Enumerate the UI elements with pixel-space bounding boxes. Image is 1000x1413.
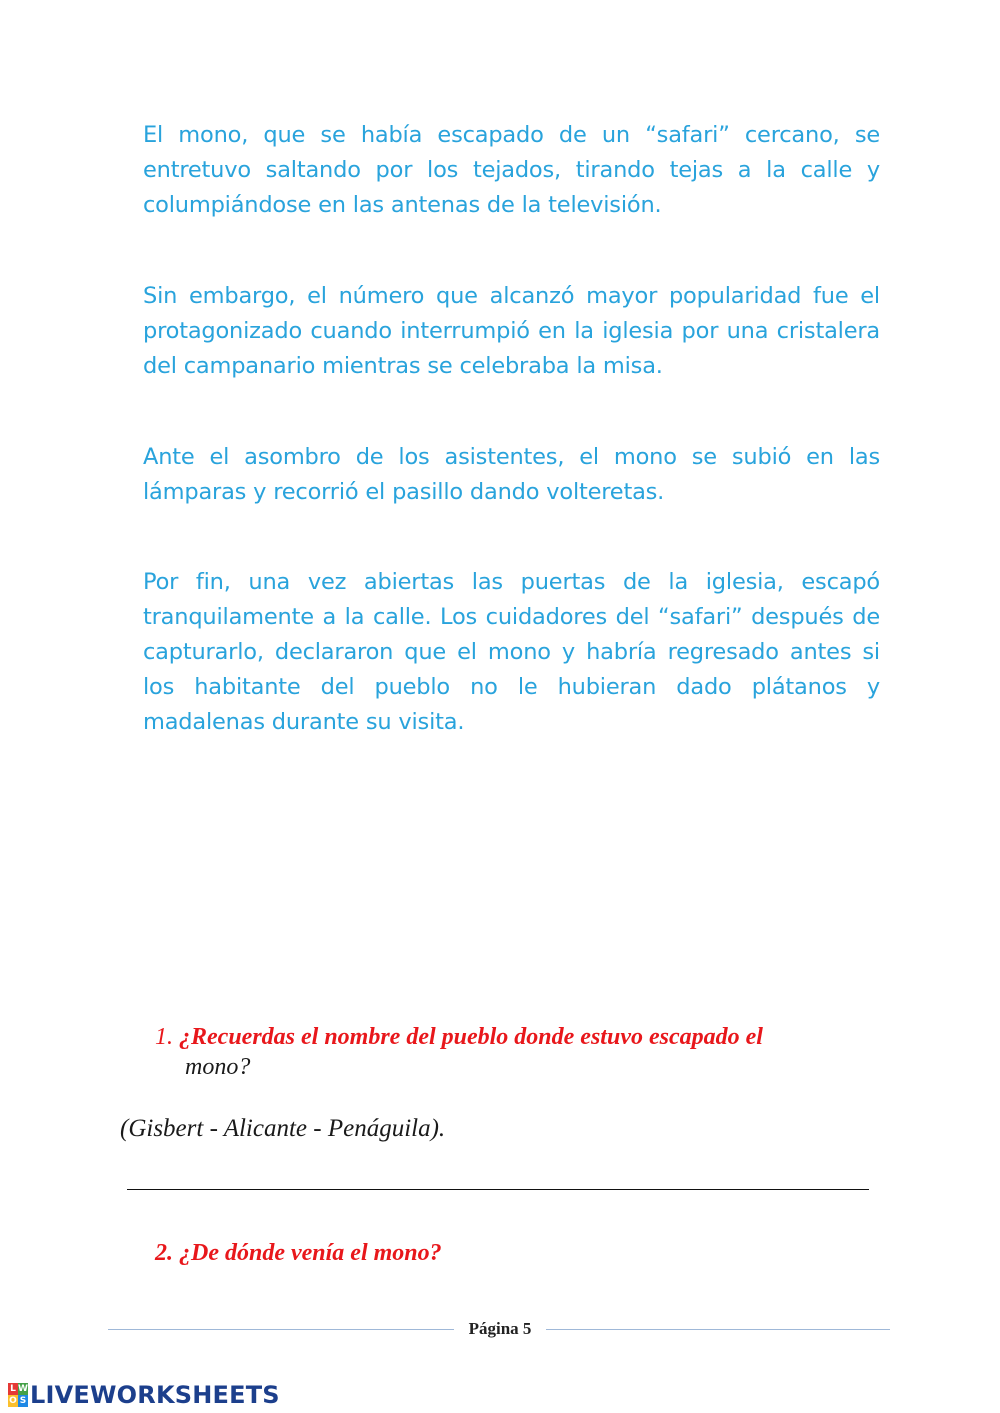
logo-cell: S	[19, 1396, 27, 1406]
question-2-number: 2.	[155, 1240, 173, 1266]
reading-paragraph-1: El mono, que se había escapado de un “safari” cercano, se entretuvo saltando por los tejados, tirando tejas a la calle y columpiándose en las antenas de la televisión.	[143, 122, 880, 218]
liveworksheets-brand	[8, 1381, 280, 1409]
reading-paragraph-3: Ante el asombro de los asistentes, el mono se subió en las lámparas y recorrió el pasillo dando volteretas.	[143, 444, 880, 505]
footer-rule-left	[108, 1329, 454, 1330]
logo-cell: W	[18, 1384, 28, 1394]
question-1-number: 1.	[155, 1024, 173, 1050]
logo-cell: L	[8, 1383, 18, 1395]
logo-cell: O	[9, 1396, 17, 1406]
question-1-hint: (Gisbert - Alicante - Penáguila).	[120, 1115, 446, 1142]
reading-paragraph-2: Sin embargo, el número que alcanzó mayor popularidad fue el protagonizado cuando interrumpió en la iglesia por una cristalera del campanario mientras se celebraba la misa.	[143, 283, 880, 379]
reading-paragraph-4: Por fin, una vez abiertas las puertas de la iglesia, escapó tranquilamente a la calle. Los cuidadores del “safari” después de capturarlo, declararon que el mono y habría regresado antes si los habitante del pueblo no le hubieran dado plátanos y madalenas durante su visita.	[143, 569, 880, 735]
question-2-text: ¿De dónde venía el mono?	[179, 1240, 442, 1266]
question-1	[155, 1022, 855, 1082]
answer-line-1[interactable]	[127, 1189, 869, 1190]
liveworksheets-logo-icon	[8, 1383, 28, 1407]
question-1-continuation: mono?	[185, 1054, 251, 1080]
question-1-text: ¿Recuerdas el nombre del pueblo donde estuvo escapado el	[179, 1024, 763, 1050]
footer-rule-right	[546, 1329, 890, 1330]
brand-name: LIVEWORKSHEETS	[30, 1381, 280, 1409]
question-2	[155, 1238, 855, 1268]
page-number: Página 5	[468, 1319, 532, 1338]
